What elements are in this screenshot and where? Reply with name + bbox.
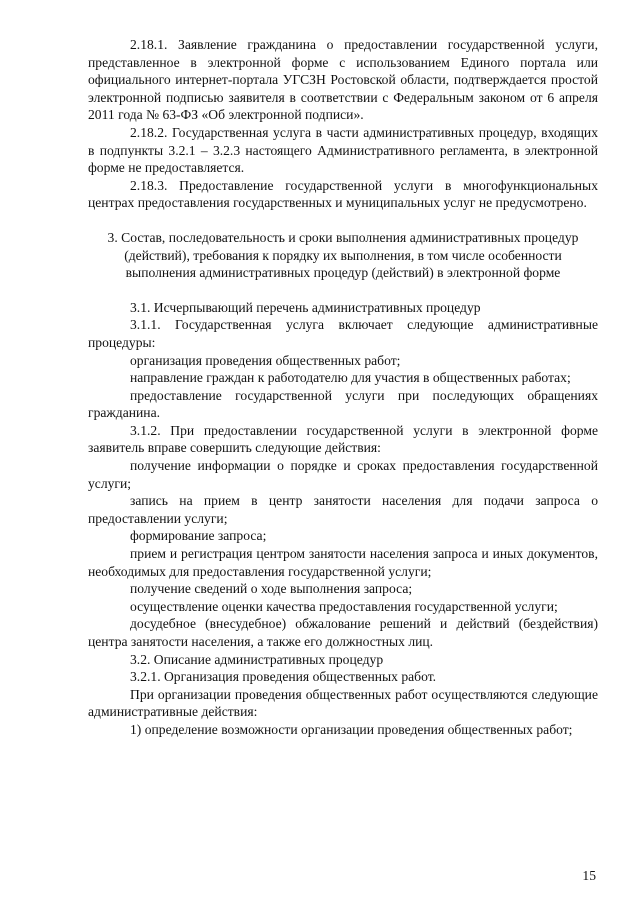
list-item: запись на прием в центр занятости населения для подачи запроса о предоставлении услуги; <box>88 493 598 526</box>
paragraph: 3.1. Исчерпывающий перечень административных процедур <box>130 299 481 315</box>
list-item: предоставление государственной услуги при последующих обращениях гражданина. <box>88 387 598 421</box>
list-item: получение информации о порядке и сроках предоставления государственной услуги; <box>88 458 598 491</box>
paragraph-2-18-2: 2.18.2. Государственная услуга в части административных процедур, входящих в подпункты 3.2.1 – 3.2.3 настоящего Административного регламента, в электронной форме не предоставляется. <box>88 124 598 176</box>
list-item: осуществление оценки качества предоставления государственной услуги; <box>130 598 558 614</box>
document-page <box>88 36 598 739</box>
paragraph: 3.2.1. Организация проведения общественных работ. <box>130 669 437 685</box>
paragraph: 3.2. Описание административных процедур <box>130 651 384 667</box>
paragraph: 3.1.1. Государственная услуга включает следующие административные процедуры: <box>88 317 598 350</box>
paragraph: 3.1.2. При предоставлении государственной услуги в электронной форме заявитель вправе совершить следующие действия: <box>88 422 598 456</box>
list-item: получение сведений о ходе выполнения запроса; <box>130 581 413 597</box>
list-item: формирование запроса; <box>130 528 267 544</box>
list-item: организация проведения общественных работ; <box>130 352 401 368</box>
list-item: прием и регистрация центром занятости населения запроса и иных документов, необходимых для предоставления государственной услуги; <box>88 546 598 579</box>
page-number: 15 <box>582 868 596 883</box>
paragraph: При организации проведения общественных работ осуществляются следующие административные действия: <box>88 686 598 720</box>
list-item: направление граждан к работодателю для участия в общественных работах; <box>130 370 571 386</box>
spacer <box>88 282 598 299</box>
paragraph-2-18-3: 2.18.3. Предоставление государственной услуги в многофункциональных центрах предоставления государственных и муниципальных услуг не предусмотрено. <box>88 177 598 211</box>
paragraph-2-18-1: 2.18.1. Заявление гражданина о предоставлении государственной услуги, представленное в электронной форме с использованием Единого портала или официального интернет-портала УГСЗН Ростовской области, подтверждается простой электронной подписью заявителя в соответствии с Федеральным законом от 6 апреля 2011 года № 63-ФЗ «Об электронной подписи». <box>88 37 598 123</box>
list-item: 1) определение возможности организации проведения общественных работ; <box>130 721 573 737</box>
section-heading: 3. Состав, последовательность и сроки выполнения административных процедур (действий), требования к порядку их выполнения, в том числе особенности выполнения административных процедур (действий) в электронной форме <box>107 229 579 281</box>
list-item: досудебное (внесудебное) обжалование решений и действий (бездействия) центра занятости населения, а также его должностных лиц. <box>88 616 598 649</box>
spacer <box>88 212 598 229</box>
